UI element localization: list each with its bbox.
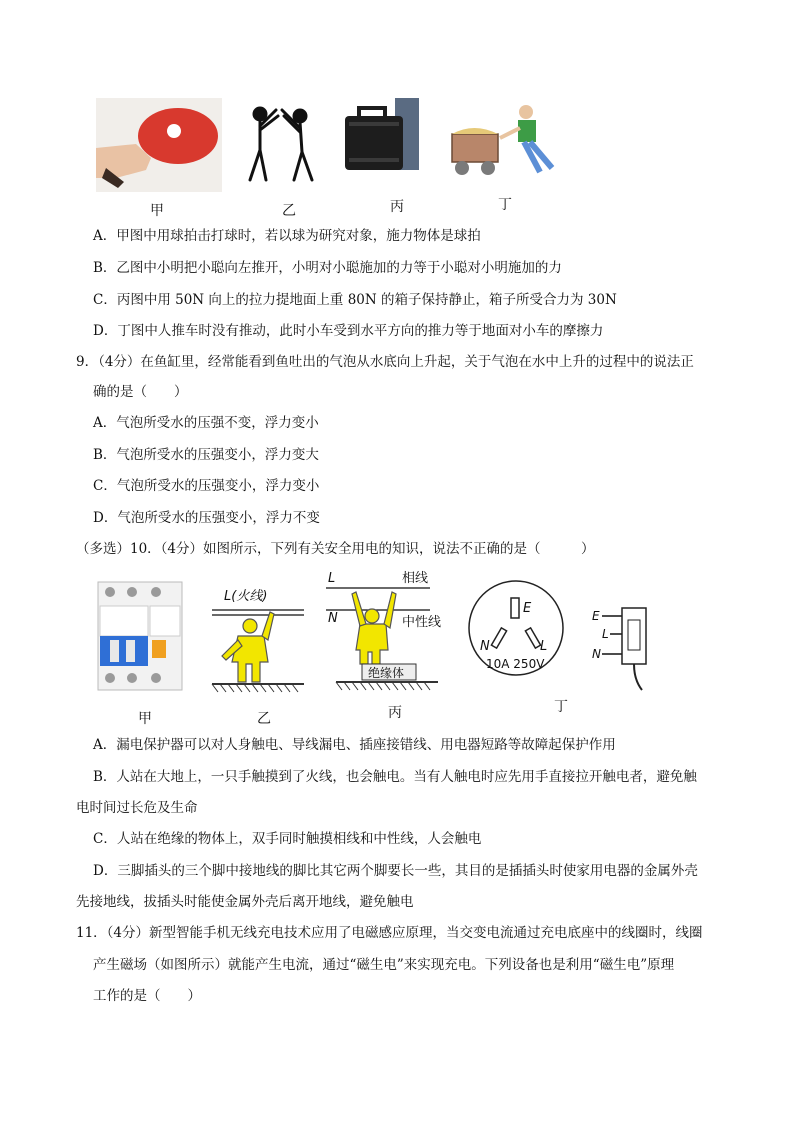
- q8-figure-yi: [240, 100, 320, 186]
- q8-option-b: B．乙图中小明把小聪向左推开，小明对小聪施加的力等于小聪对小明施加的力: [93, 260, 562, 276]
- q10-bing-neutral-label: 中性线: [402, 615, 442, 630]
- q8-option-c: C．丙图中用 50N 向上的拉力提地面上重 80N 的箱子保持静止，箱子所受合力为 30N: [93, 292, 617, 308]
- q10-socket-N-label: N: [480, 639, 490, 654]
- q11-line3: 工作的是（ ）: [93, 988, 201, 1004]
- q10-option-d-line2: 先接地线，拔插头时能使金属外壳后离开地线，避免触电: [76, 894, 414, 910]
- q9-option-b: B．气泡所受水的压强变小，浮力变大: [93, 447, 319, 463]
- q8-figure-jia: [96, 98, 222, 192]
- q10-figure-ding-socket: [466, 578, 566, 678]
- q10-caption-yi: 乙: [257, 711, 271, 727]
- q10-socket-rating: 10A 250V: [486, 657, 545, 671]
- q10-bing-N-label: N: [328, 611, 338, 626]
- q10-bing-L-label: L: [328, 571, 336, 586]
- q9-stem-line1: 9．（4分）在鱼缸里，经常能看到鱼吐出的气泡从水底向上升起，关于气泡在水中上升的过程中的说法正: [76, 354, 694, 370]
- q8-caption-bing: 丙: [390, 199, 404, 215]
- q10-option-c: C．人站在绝缘的物体上，双手同时触摸相线和中性线，人会触电: [93, 831, 482, 847]
- q9-stem-line2: 确的是（ ）: [93, 384, 188, 400]
- q10-caption-bing: 丙: [388, 705, 402, 721]
- q8-caption-yi: 乙: [282, 203, 296, 219]
- q10-plug-L-label: L: [602, 627, 609, 641]
- q10-bing-insulator-label: 绝缘体: [368, 666, 405, 680]
- q11-line1: 11．（4分）新型智能手机无线充电技术应用了电磁感应原理，当交变电流通过充电底座中的线圈时，线圈: [76, 925, 703, 941]
- q10-option-a: A．漏电保护器可以对人身触电、导线漏电、插座接错线、用电器短路等故障起保护作用: [93, 737, 616, 753]
- q10-plug-N-label: N: [592, 647, 601, 661]
- q10-plug-E-label: E: [592, 609, 600, 623]
- q8-option-d: D．丁图中人推车时没有推动，此时小车受到水平方向的推力等于地面对小车的摩擦力: [93, 323, 604, 339]
- q8-caption-ding: 丁: [498, 197, 512, 213]
- q10-socket-E-label: E: [523, 601, 532, 616]
- q10-bing-phase-label: 相线: [402, 571, 429, 586]
- q9-option-d: D．气泡所受水的压强变小，浮力不变: [93, 510, 320, 526]
- q10-option-d-line1: D．三脚插头的三个脚中接地线的脚比其它两个脚要长一些，其目的是插插头时使家用电器的金属外壳: [93, 863, 698, 879]
- q10-figure-jia-breaker: [96, 580, 184, 692]
- q8-caption-jia: 甲: [150, 203, 164, 219]
- q10-figure-yi: [208, 584, 308, 694]
- q10-socket-L-label: L: [540, 639, 548, 654]
- q10-caption-ding: 丁: [554, 699, 568, 715]
- q10-stem: （多选）10．（4分）如图所示，下列有关安全用电的知识，说法不正确的是（ ）: [76, 541, 595, 557]
- q8-figure-bing: [345, 98, 421, 176]
- q10-caption-jia: 甲: [138, 711, 152, 727]
- q10-option-b-line2: 电时间过长危及生命: [76, 800, 198, 816]
- q10-figure-ding-plug: [590, 604, 666, 692]
- q10-yi-live-label: L(火线): [224, 589, 268, 604]
- q10-option-b-line1: B．人站在大地上，一只手触摸到了火线，也会触电。当有人触电时应先用手直接拉开触电者，避免触: [93, 769, 697, 785]
- q9-option-c: C．气泡所受水的压强变小，浮力变小: [93, 478, 320, 494]
- q8-figure-ding: [448, 100, 560, 180]
- q8-option-a: A．甲图中用球拍击打球时，若以球为研究对象，施力物体是球拍: [93, 228, 481, 244]
- q11-line2: 产生磁场（如图所示）就能产生电流，通过“磁生电”来实现充电。下列设备也是利用“磁生电”原理: [93, 957, 675, 973]
- q9-option-a: A．气泡所受水的压强不变，浮力变小: [93, 415, 319, 431]
- q10-figure-bing: [322, 566, 452, 692]
